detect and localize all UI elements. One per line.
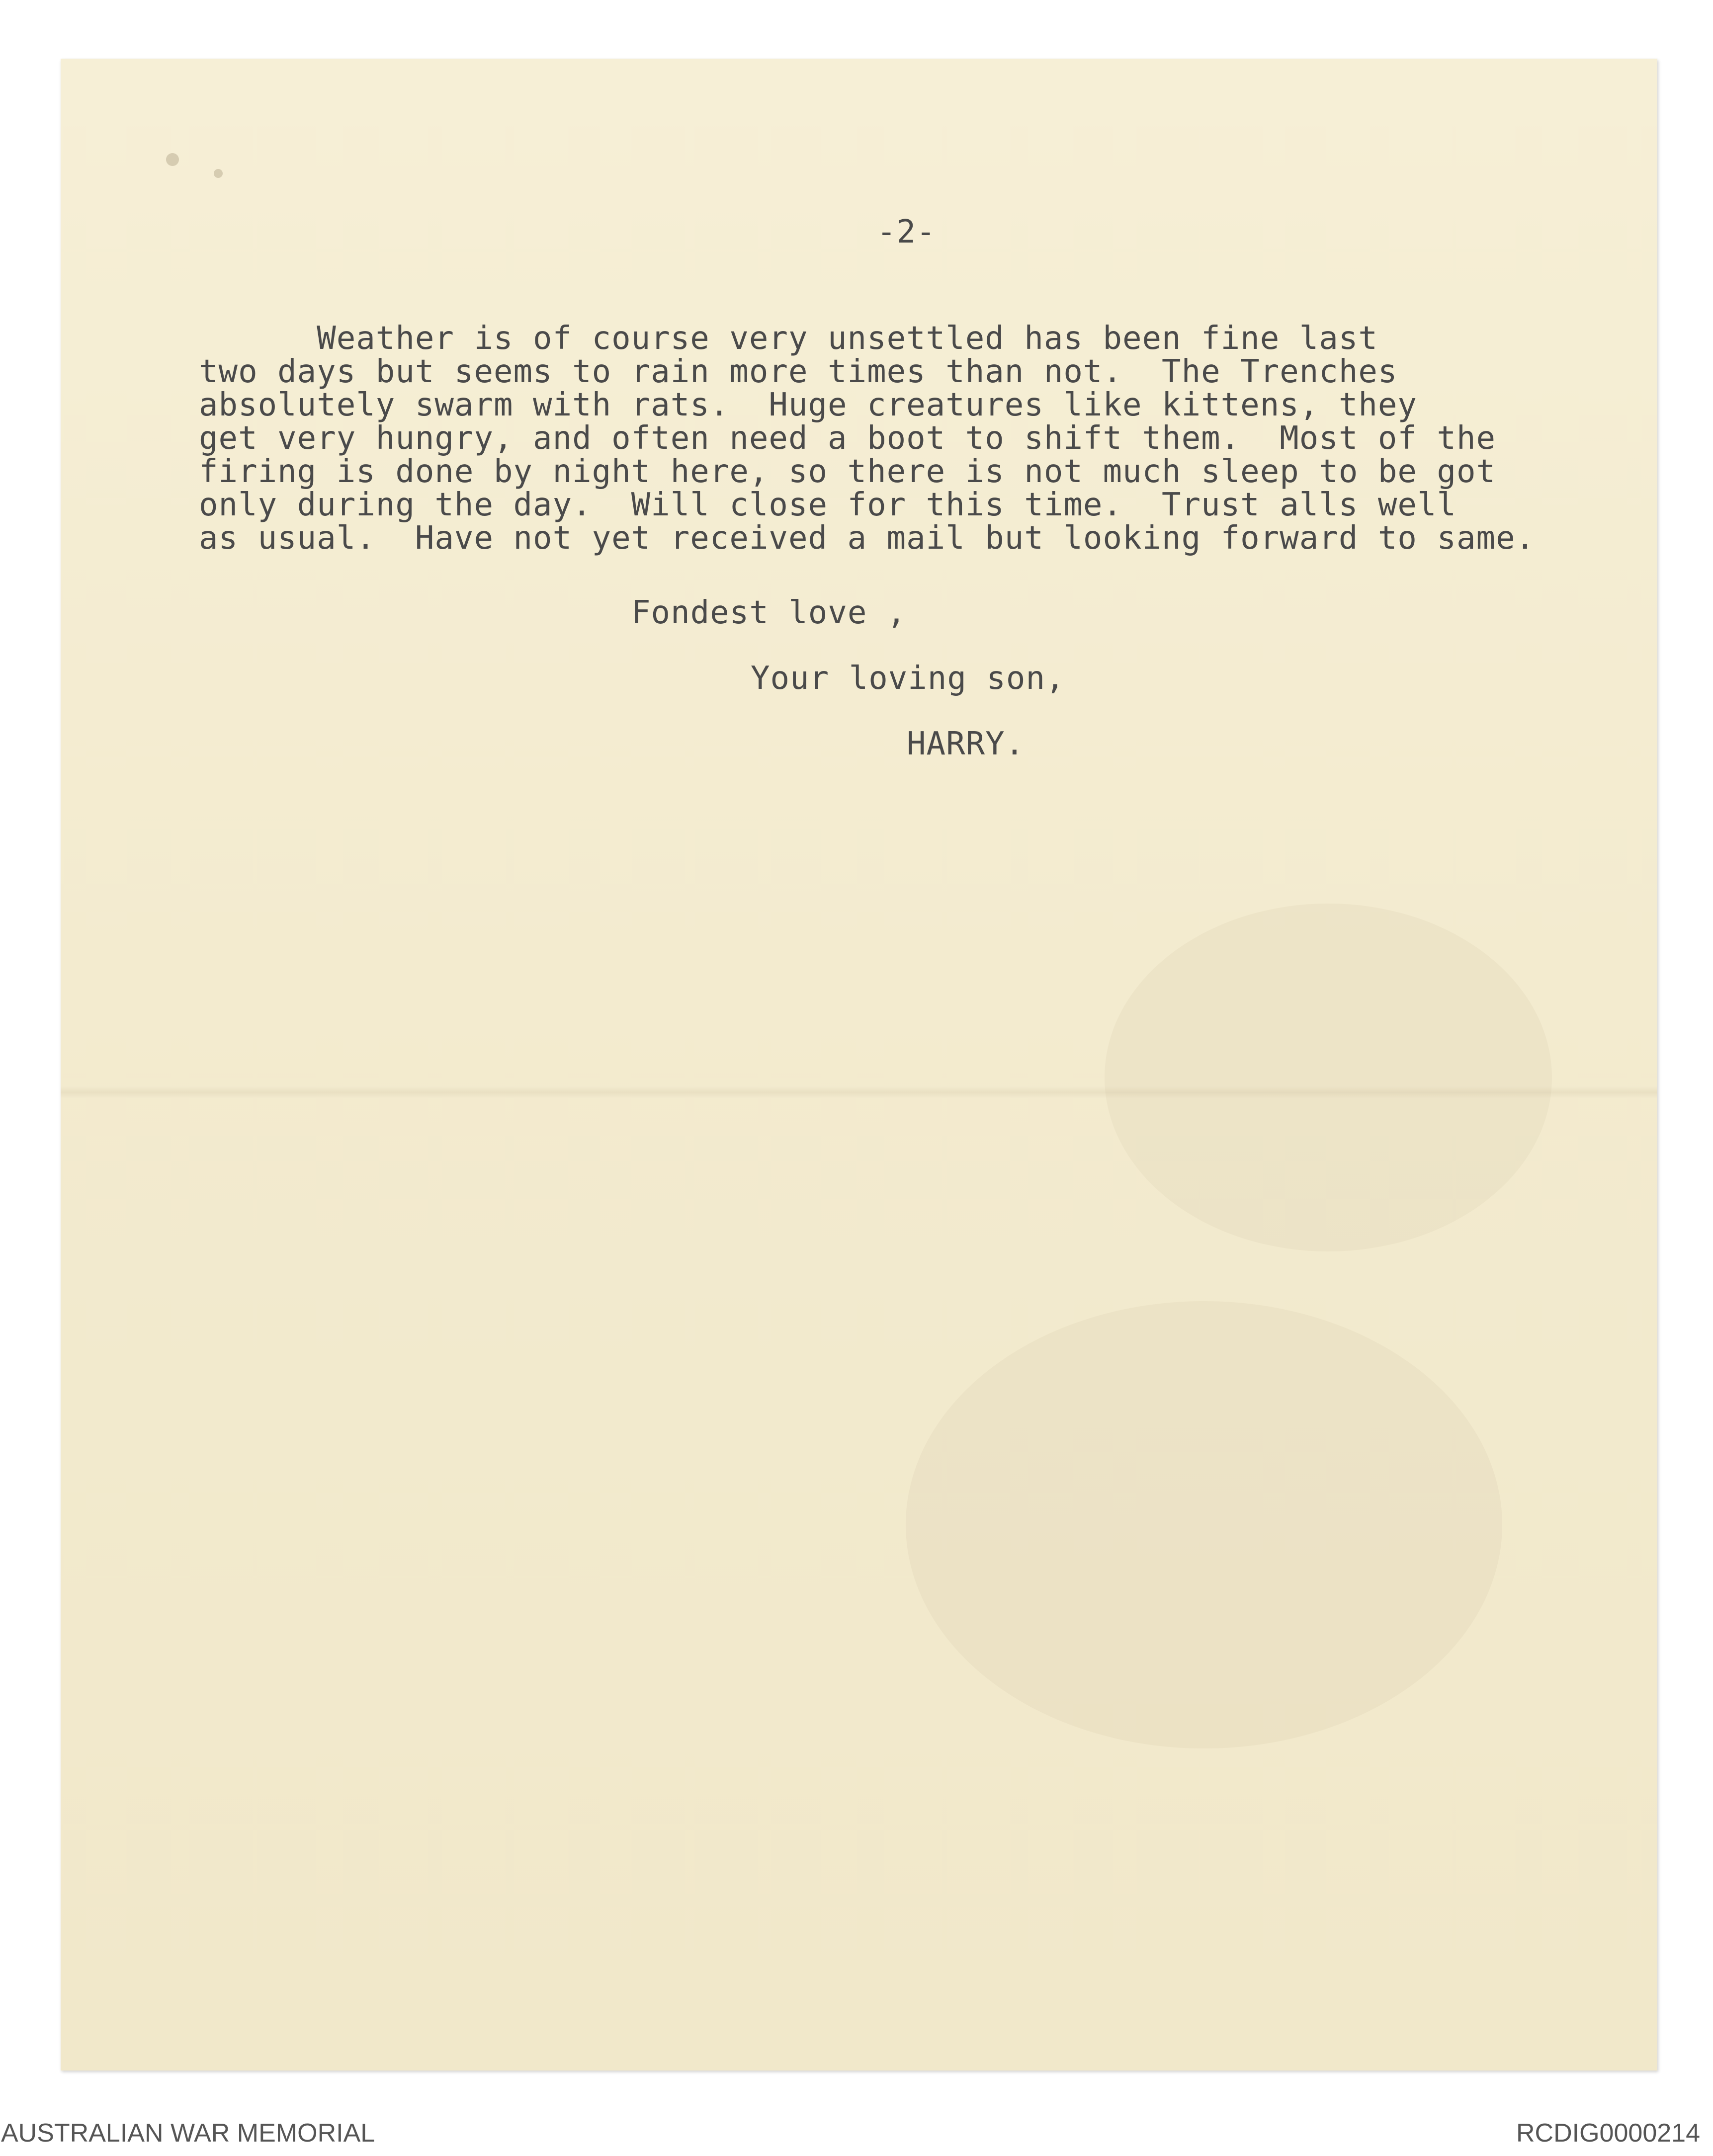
paper-stain (1105, 904, 1552, 1251)
archive-credit: AUSTRALIAN WAR MEMORIAL (1, 2119, 375, 2148)
closing-line: Fondest love , (631, 594, 907, 631)
page-number: -2- (877, 214, 936, 250)
signoff-line: Your loving son, (751, 660, 1065, 697)
body-line: as usual. Have not yet received a mail but looking forward to same. (199, 520, 1536, 557)
letter-page (61, 59, 1657, 2071)
body-line: Weather is of course very unsettled has been fine last (199, 320, 1378, 357)
signature: HARRY. (907, 726, 1025, 762)
body-line: get very hungry, and often need a boot to shift them. Most of the (199, 420, 1496, 457)
staple-hole (166, 153, 179, 166)
staple-hole (214, 169, 223, 178)
body-line: absolutely swarm with rats. Huge creatures like kittens, they (199, 387, 1417, 423)
body-line: only during the day. Will close for this time. Trust alls well (199, 487, 1456, 523)
body-line: firing is done by night here, so there is not much sleep to be got (199, 453, 1496, 490)
paper-stain (906, 1301, 1502, 1748)
archive-identifier: RCDIG0000214 (1516, 2119, 1700, 2148)
body-line: two days but seems to rain more times than not. The Trenches (199, 353, 1398, 390)
letter-body (199, 322, 1535, 555)
